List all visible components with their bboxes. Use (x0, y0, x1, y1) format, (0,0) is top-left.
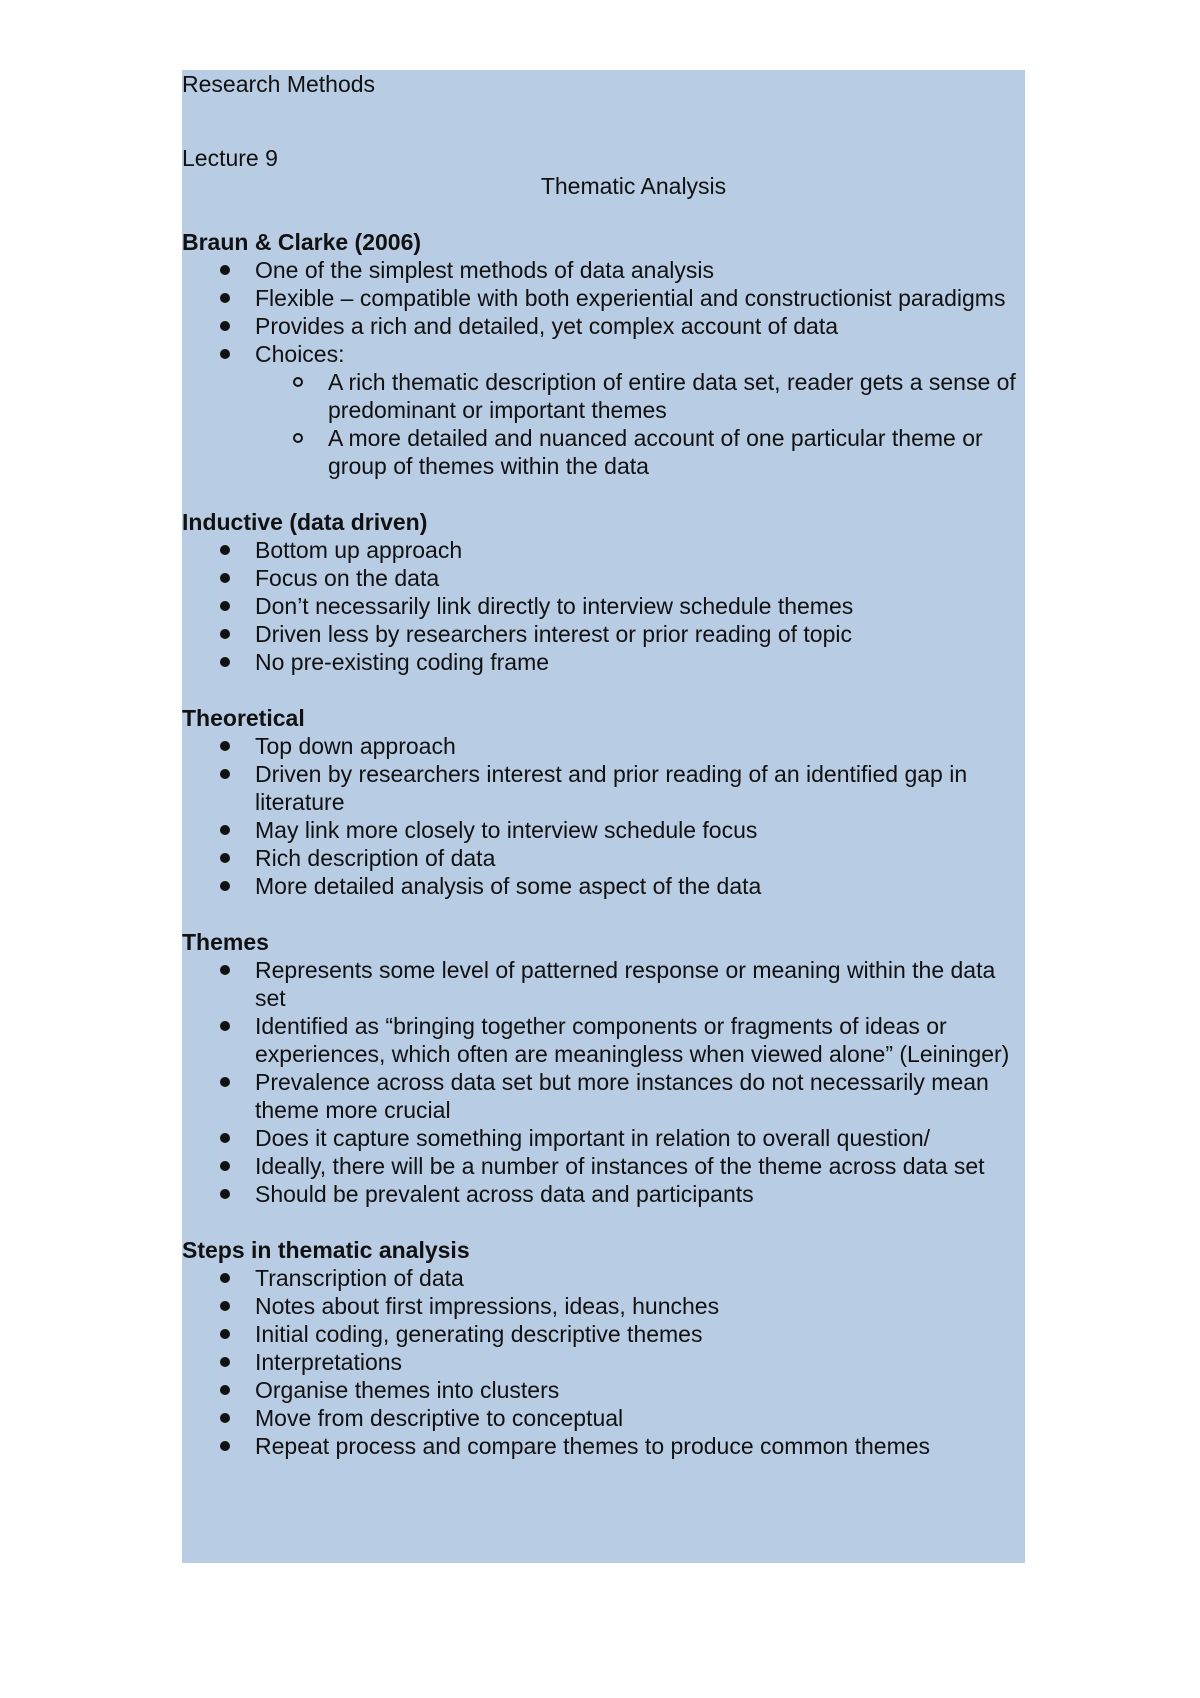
list-item: Repeat process and compare themes to produce common themes (182, 1432, 1025, 1460)
section-inductive (182, 508, 1025, 676)
list-item: Organise themes into clusters (182, 1376, 1025, 1404)
list-item: Provides a rich and detailed, yet complex account of data (182, 312, 1025, 340)
list-item: Notes about first impressions, ideas, hunches (182, 1292, 1025, 1320)
sub-list-item: A more detailed and nuanced account of one particular theme or group of themes within the data (182, 424, 1025, 480)
filled-circle-bullet-icon (220, 1413, 230, 1423)
list-item: Does it capture something important in relation to overall question/ (182, 1124, 1025, 1152)
bullet-list (182, 1264, 1025, 1460)
filled-circle-bullet-icon (220, 657, 230, 667)
section-heading: Inductive (data driven) (182, 509, 428, 535)
bullet-list (182, 536, 1025, 676)
filled-circle-bullet-icon (220, 1189, 230, 1199)
filled-circle-bullet-icon (220, 1273, 230, 1283)
filled-circle-bullet-icon (220, 853, 230, 863)
list-item: Identified as “bringing together components or fragments of ideas or experiences, which often are meaningless when viewed alone” (Leininger) (182, 1012, 1025, 1068)
filled-circle-bullet-icon (220, 965, 230, 975)
list-item: Rich description of data (182, 844, 1025, 872)
section-heading: Steps in thematic analysis (182, 1237, 470, 1263)
filled-circle-bullet-icon (220, 1021, 230, 1031)
filled-circle-bullet-icon (220, 1077, 230, 1087)
filled-circle-bullet-icon (220, 265, 230, 275)
course-name: Research Methods (182, 71, 376, 97)
filled-circle-bullet-icon (220, 321, 230, 331)
filled-circle-bullet-icon (220, 1329, 230, 1339)
list-item: Don’t necessarily link directly to interview schedule themes (182, 592, 1025, 620)
section-theoretical (182, 704, 1025, 900)
filled-circle-bullet-icon (220, 1385, 230, 1395)
bullet-list (182, 732, 1025, 900)
list-item: Top down approach (182, 732, 1025, 760)
section-steps (182, 1236, 1025, 1460)
list-item: Should be prevalent across data and participants (182, 1180, 1025, 1208)
filled-circle-bullet-icon (220, 1441, 230, 1451)
list-item: May link more closely to interview schedule focus (182, 816, 1025, 844)
list-item: Prevalence across data set but more instances do not necessarily mean theme more crucial (182, 1068, 1025, 1124)
list-item: Represents some level of patterned response or meaning within the data set (182, 956, 1025, 1012)
section-themes (182, 928, 1025, 1208)
sub-bullet-list (182, 368, 1025, 480)
list-item: Ideally, there will be a number of instances of the theme across data set (182, 1152, 1025, 1180)
filled-circle-bullet-icon (220, 1301, 230, 1311)
filled-circle-bullet-icon (220, 629, 230, 639)
filled-circle-bullet-icon (220, 601, 230, 611)
section-heading: Theoretical (182, 705, 305, 731)
filled-circle-bullet-icon (220, 293, 230, 303)
list-item: Focus on the data (182, 564, 1025, 592)
list-item: One of the simplest methods of data analysis (182, 256, 1025, 284)
list-item: Interpretations (182, 1348, 1025, 1376)
section-heading: Themes (182, 929, 269, 955)
filled-circle-bullet-icon (220, 1357, 230, 1367)
list-item: Transcription of data (182, 1264, 1025, 1292)
list-item: Move from descriptive to conceptual (182, 1404, 1025, 1432)
document-body (182, 70, 1025, 1460)
filled-circle-bullet-icon (220, 573, 230, 583)
section-braun-clarke (182, 228, 1025, 480)
filled-circle-bullet-icon (220, 881, 230, 891)
list-item: Driven by researchers interest and prior reading of an identified gap in literature (182, 760, 1025, 816)
list-item: Flexible – compatible with both experiential and constructionist paradigms (182, 284, 1025, 312)
bullet-list (182, 256, 1025, 368)
filled-circle-bullet-icon (220, 825, 230, 835)
filled-circle-bullet-icon (220, 1133, 230, 1143)
filled-circle-bullet-icon (220, 769, 230, 779)
hollow-circle-bullet-icon (293, 433, 303, 443)
filled-circle-bullet-icon (220, 1161, 230, 1171)
lecture-number: Lecture 9 (182, 145, 278, 171)
list-item: Initial coding, generating descriptive themes (182, 1320, 1025, 1348)
bullet-list (182, 956, 1025, 1208)
list-item: Driven less by researchers interest or prior reading of topic (182, 620, 1025, 648)
list-item: More detailed analysis of some aspect of the data (182, 872, 1025, 900)
hollow-circle-bullet-icon (293, 377, 303, 387)
document-title: Thematic Analysis (540, 173, 727, 199)
filled-circle-bullet-icon (220, 741, 230, 751)
sub-list-item: A rich thematic description of entire data set, reader gets a sense of predominant or important themes (182, 368, 1025, 424)
list-item: Choices: (182, 340, 1025, 368)
list-item: Bottom up approach (182, 536, 1025, 564)
filled-circle-bullet-icon (220, 349, 230, 359)
list-item: No pre-existing coding frame (182, 648, 1025, 676)
filled-circle-bullet-icon (220, 545, 230, 555)
section-heading: Braun & Clarke (2006) (182, 229, 422, 255)
